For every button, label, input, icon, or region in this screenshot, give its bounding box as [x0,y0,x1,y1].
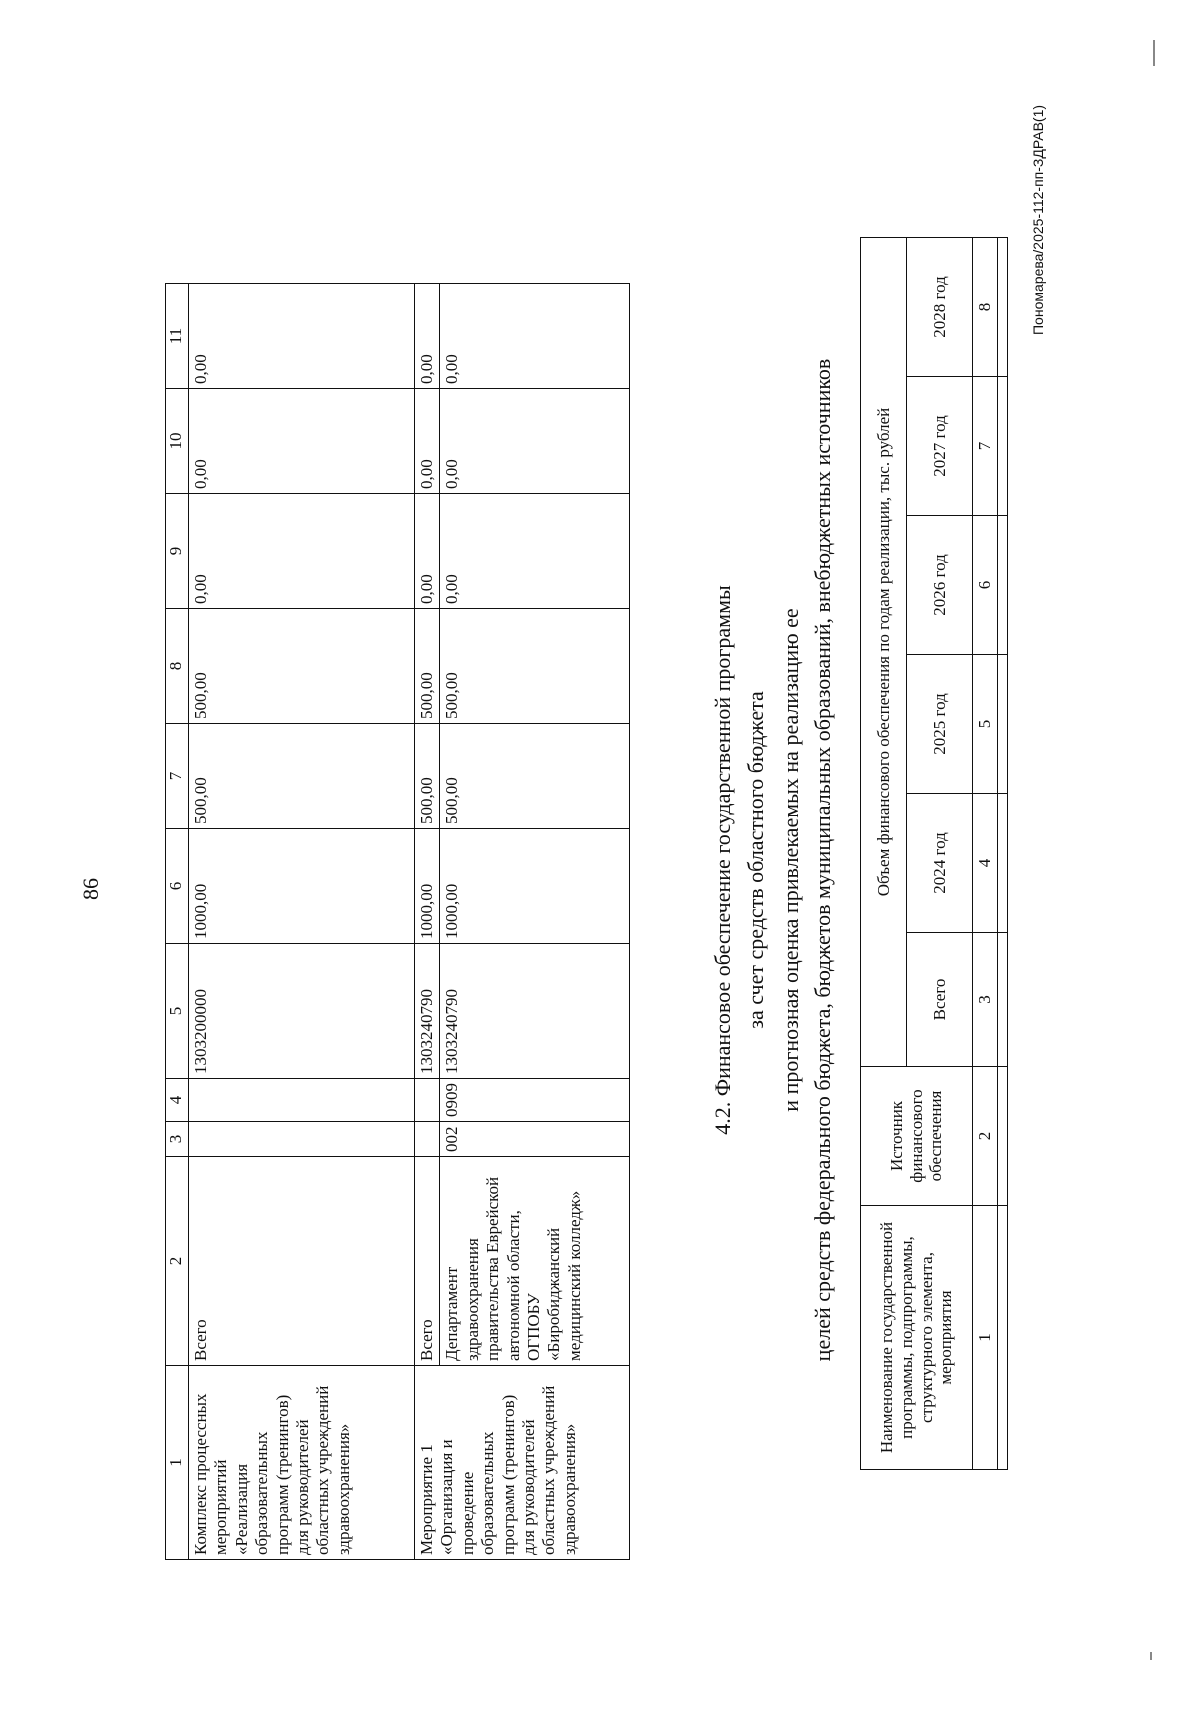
cell-value: 0,00 [440,284,630,389]
col-source-header: Источник финансового обеспечения [861,1067,973,1206]
header-cell: 11 [166,284,189,389]
document-code: Пономарева/2025-112-пп-ЗДРАВ(1) [1030,104,1046,335]
number-cell: 3 [973,933,998,1067]
cell-value: 1000,00 [440,829,630,944]
cell-col4 [189,1079,415,1122]
number-cell: 5 [973,655,998,794]
col-total-header: Всего [907,933,973,1067]
cell-source: Всего [189,1157,415,1366]
cell-value: 0,00 [440,494,630,609]
cell-value: 500,00 [440,724,630,829]
cell-value: 500,00 [189,724,415,829]
year-header: 2025 год [907,655,973,794]
page-number: 86 [78,878,103,900]
cell-value: 0,00 [189,284,415,389]
header-cell: 8 [166,609,189,724]
cell-value: 0,00 [189,389,415,494]
table-row [997,238,1007,1470]
cell-col4: 0909 [440,1079,630,1122]
funding-table [165,283,630,1560]
year-header: 2028 год [907,238,973,377]
number-cell: 6 [973,516,998,655]
header-cell: 1 [166,1366,189,1560]
header-cell: 6 [166,829,189,944]
header-cell: 5 [166,944,189,1079]
section-heading-line1: 4.2. Финансовое обеспечение государственной программы [710,585,735,1135]
row-name: Мероприятие 1 «Организация и проведение образовательных программ (тренингов) для руководителей областных учреждений здравоохранения» [415,1366,630,1560]
number-cell: 7 [973,377,998,516]
header-cell: 10 [166,389,189,494]
cell-value: 0,00 [189,494,415,609]
cell-value: 1000,00 [415,829,440,944]
cell-value: 0,00 [415,494,440,609]
volume-header: Объем финансового обеспечения по годам реализации, тыс. рублей [861,238,907,1067]
cell-code: 1303240790 [415,944,440,1079]
section-heading-line4: целей средств федерального бюджета, бюджетов муниципальных образований, внебюджетных источников [810,358,835,1362]
volume-table [860,237,1008,1470]
cell-code: 1303200000 [189,944,415,1079]
year-header: 2026 год [907,516,973,655]
cell-value: 500,00 [440,609,630,724]
table-row [415,284,440,1560]
numbering-row [973,238,998,1470]
cell-col3: 002 [440,1122,630,1157]
col-name-header: Наименование государственной программы, подпрограммы, структурного элемента, мероприятия [861,1206,973,1470]
header-cell: 9 [166,494,189,609]
cell-source: Всего [415,1157,440,1366]
cell-value: 500,00 [415,724,440,829]
cell-col4 [415,1079,440,1122]
cell-value: 0,00 [415,389,440,494]
number-cell: 2 [973,1067,998,1206]
section-heading-line3: и прогнозная оценка привлекаемых на реализацию ее [778,608,803,1112]
cell-value: 500,00 [189,609,415,724]
cell-col3 [415,1122,440,1157]
cell-value: 500,00 [415,609,440,724]
table-row [189,284,415,1560]
header-row [166,284,189,1560]
cell-source: Департамент здравоохранения правительства Еврейской автономной области, ОГПОБУ «Биробиджанский медицинский колледж» [440,1157,630,1366]
cell-value: 1000,00 [189,829,415,944]
number-cell: 4 [973,794,998,933]
year-header: 2027 год [907,377,973,516]
number-cell: 8 [973,238,998,377]
cell-col3 [189,1122,415,1157]
header-cell: 3 [166,1122,189,1157]
cell-value: 0,00 [440,389,630,494]
number-cell: 1 [973,1206,998,1470]
year-header: 2024 год [907,794,973,933]
header-row [861,238,907,1470]
section-heading-line2: за счет средств областного бюджета [743,691,768,1029]
header-cell: 7 [166,724,189,829]
header-cell: 4 [166,1079,189,1122]
cell-value: 0,00 [415,284,440,389]
header-cell: 2 [166,1157,189,1366]
row-name: Комплекс процессных мероприятий «Реализация образовательных программ (тренингов) для руководителей областных учреждений здравоохранения» [189,1366,415,1560]
cell-code: 1303240790 [440,944,630,1079]
